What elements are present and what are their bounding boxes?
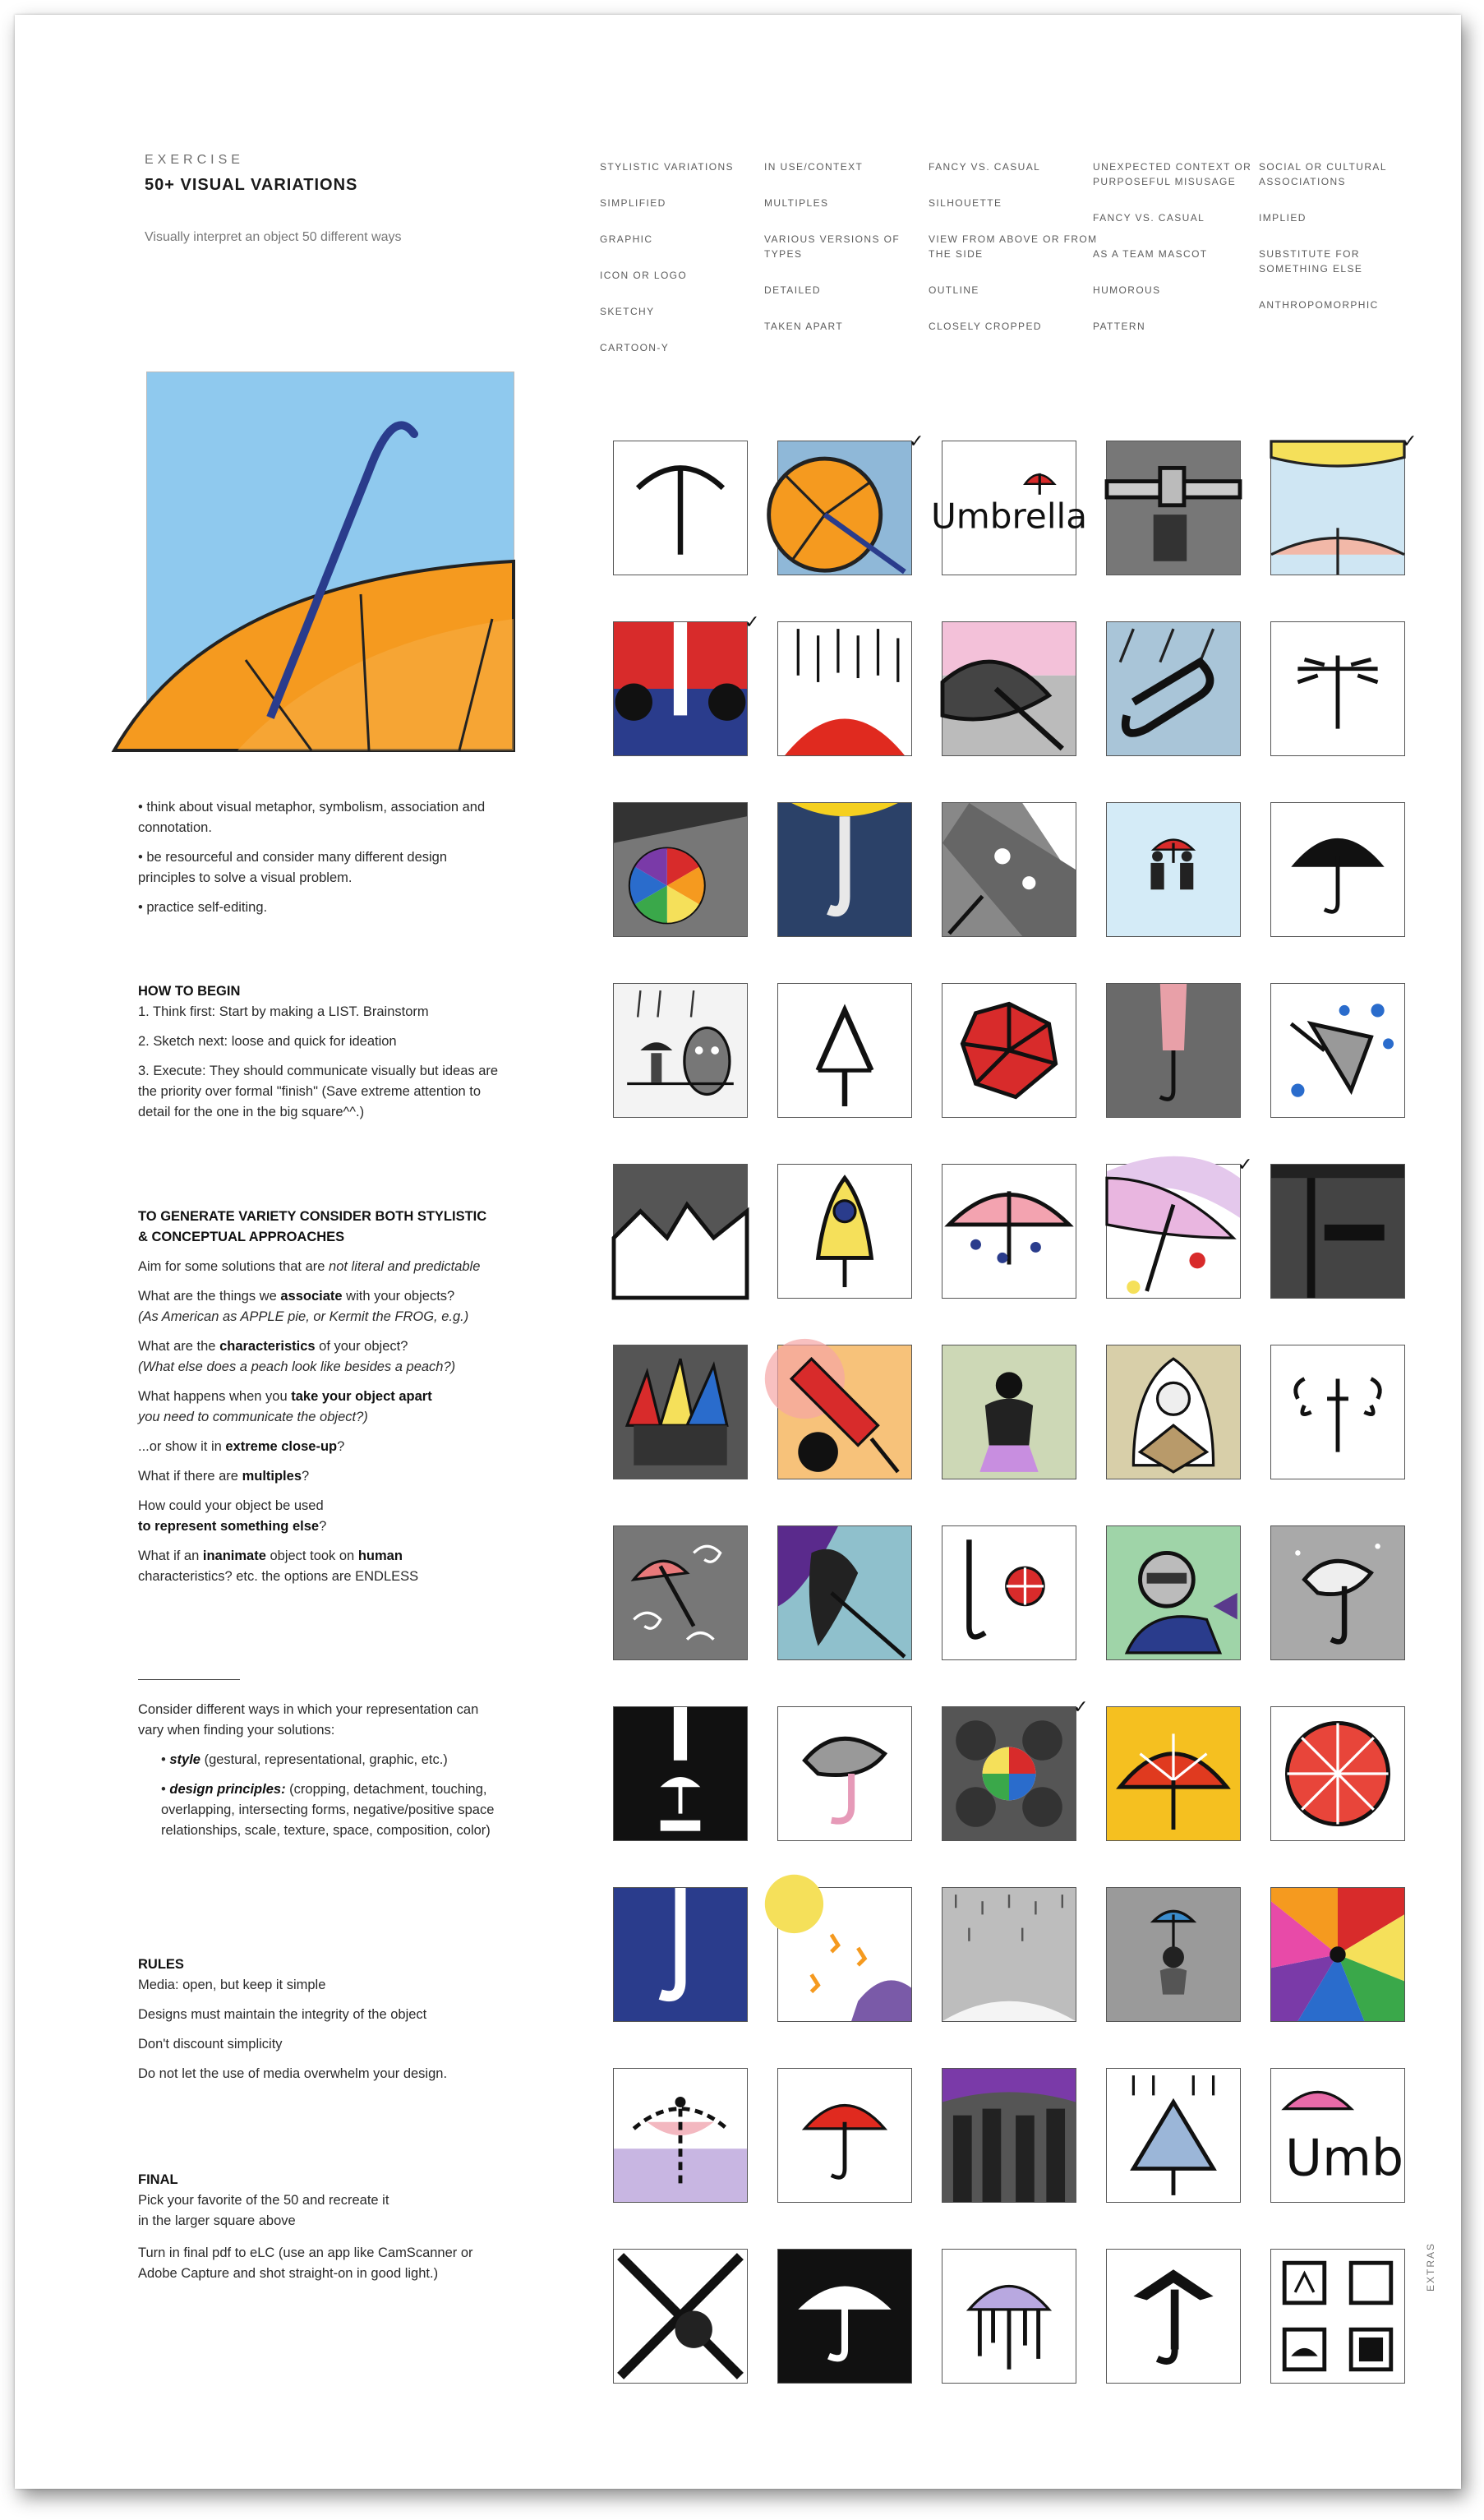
variation-tile — [1270, 2249, 1405, 2384]
variation-tile — [1106, 1525, 1241, 1660]
category-item: CLOSELY CROPPED — [929, 321, 1042, 332]
category-item: OUTLINE — [929, 284, 979, 296]
variety-line: What if there are multiples? — [138, 1469, 310, 1484]
rule-item: Don't discount simplicity — [138, 2037, 283, 2052]
variation-tile — [1270, 1164, 1405, 1299]
rule-item: Media: open, but keep it simple — [138, 1978, 326, 1992]
variation-tile — [942, 2068, 1076, 2203]
turn-in-text: Turn in final pdf to eLC (use an app like CamScanner or Adobe Capture and shot straight-on in good light.) — [138, 2245, 473, 2281]
principles-bullet: • design principles: (cropping, detachment, touching, overlapping, intersecting forms, negative/positive space relationships, scale, texture, space, composition, color) — [161, 1782, 495, 1838]
bullet-item: • be resourceful and consider many different design principles to solve a visual problem. — [138, 850, 448, 885]
variation-tile — [942, 983, 1076, 1118]
variation-tile — [777, 983, 912, 1118]
category-column-4 — [1093, 159, 1265, 355]
section-heading: TO GENERATE VARIETY CONSIDER BOTH STYLISTIC & CONCEPTUAL APPROACHES — [138, 1209, 487, 1244]
variation-tile — [1270, 983, 1405, 1118]
category-item: AS A TEAM MASCOT — [1093, 248, 1208, 260]
variation-tile — [613, 1887, 748, 2022]
exercise-kicker: EXERCISE — [145, 153, 244, 167]
rule-item: Do not let the use of media overwhelm your design. — [138, 2066, 448, 2081]
category-item: FANCY VS. CASUAL — [929, 161, 1041, 173]
variation-tile — [613, 441, 748, 575]
variation-tile — [1270, 1345, 1405, 1479]
variation-tile — [613, 1164, 748, 1299]
variation-tile — [942, 1887, 1076, 2022]
section-heading: RULES — [138, 1957, 184, 1972]
variation-tile — [1106, 802, 1241, 937]
final-section — [138, 2170, 500, 2293]
variation-tile — [942, 2249, 1076, 2384]
category-item: STYLISTIC VARIATIONS — [600, 161, 734, 173]
variation-tile — [930, 441, 1088, 575]
step-item: 2. Sketch next: loose and quick for ideation — [138, 1034, 397, 1049]
rules-section — [138, 1955, 500, 2093]
variation-tile — [1106, 441, 1241, 575]
worksheet-page — [15, 15, 1461, 2489]
selected-checkmark: ✓ — [744, 612, 760, 632]
category-item: SIMPLIFIED — [600, 197, 666, 209]
variation-tile — [1270, 802, 1405, 937]
variation-tile — [777, 1164, 912, 1299]
umb-word: Umb — [1285, 2128, 1404, 2188]
page-title: 50+ VISUAL VARIATIONS — [145, 176, 358, 194]
variation-tile — [942, 1345, 1076, 1479]
variation-tile — [1106, 983, 1241, 1118]
variation-tile — [1106, 2068, 1241, 2203]
how-to-begin-section — [138, 981, 500, 1132]
consider-section — [138, 1700, 500, 1850]
divider — [138, 1679, 240, 1680]
variation-tile — [777, 2249, 912, 2384]
umbrella-word: Umbrella — [930, 496, 1088, 537]
variety-line: Aim for some solutions that are not literal and predictable — [138, 1259, 481, 1274]
variation-tile — [777, 1706, 912, 1841]
variation-tile — [1270, 1525, 1405, 1660]
step-item: 3. Execute: They should communicate visually but ideas are the priority over formal "finish" (Save extreme attention to detail for the one in the big square^^.) — [138, 1064, 499, 1119]
variation-tile — [777, 1887, 912, 2022]
category-column-5 — [1259, 159, 1431, 334]
variation-tile — [777, 1525, 912, 1660]
selected-checkmark: ✓ — [1237, 1154, 1253, 1175]
category-item: IMPLIED — [1259, 212, 1307, 224]
style-bullet: • style (gestural, representational, graphic, etc.) — [161, 1752, 448, 1767]
section-heading: HOW TO BEGIN — [138, 984, 241, 999]
category-item: SOCIAL OR CULTURAL ASSOCIATIONS — [1259, 161, 1387, 187]
category-item: UNEXPECTED CONTEXT OR PURPOSEFUL MISUSAGE — [1093, 161, 1252, 187]
category-item: CARTOON-Y — [600, 342, 670, 353]
category-item: VARIOUS VERSIONS OF TYPES — [764, 233, 901, 260]
variation-tile — [613, 802, 748, 937]
variation-tile — [613, 1525, 748, 1660]
category-item: HUMOROUS — [1093, 284, 1161, 296]
variation-tile — [1270, 1887, 1405, 2022]
page-subtitle: Visually interpret an object 50 different ways — [145, 230, 402, 244]
variation-tile — [1106, 621, 1241, 756]
variation-tile — [1270, 621, 1405, 756]
variation-tile — [777, 441, 912, 575]
variety-line: How could your object be used to represent something else? — [138, 1498, 327, 1534]
category-item: DETAILED — [764, 284, 821, 296]
extras-label: EXTRAS — [1425, 2241, 1436, 2292]
variation-tile — [613, 1345, 748, 1479]
selected-checkmark: ✓ — [909, 431, 924, 451]
consider-text: Consider different ways in which your representation can vary when finding your solutions: — [138, 1702, 479, 1738]
selected-checkmark: ✓ — [1073, 1696, 1089, 1717]
category-item: SILHOUETTE — [929, 197, 1002, 209]
variation-tile — [1270, 441, 1405, 575]
variation-tile — [1106, 1164, 1241, 1299]
category-item: SKETCHY — [600, 306, 655, 317]
variation-tile — [1106, 1345, 1241, 1479]
category-item: FANCY VS. CASUAL — [1093, 212, 1205, 224]
variation-tile — [613, 983, 748, 1118]
category-item: SUBSTITUTE FOR SOMETHING ELSE — [1259, 248, 1363, 275]
variation-tile — [777, 802, 912, 937]
variation-tile — [777, 2068, 912, 2203]
step-item: 1. Think first: Start by making a LIST. Brainstorm — [138, 1004, 429, 1019]
variation-tile — [942, 802, 1076, 937]
variation-tile — [1270, 1706, 1405, 1841]
variation-tile — [1106, 1887, 1241, 2022]
category-item: VIEW FROM ABOVE OR FROM THE SIDE — [929, 233, 1098, 260]
variety-line: ...or show it in extreme close-up? — [138, 1439, 345, 1454]
section-heading: FINAL — [138, 2172, 178, 2187]
category-item: MULTIPLES — [764, 197, 829, 209]
final-line: in the larger square above — [138, 2213, 296, 2228]
category-column-1 — [600, 159, 772, 376]
variation-tile — [1106, 1706, 1241, 1841]
selected-checkmark: ✓ — [1402, 431, 1417, 451]
category-column-2 — [764, 159, 937, 355]
category-item: IN USE/CONTEXT — [764, 161, 864, 173]
variation-tile — [613, 2068, 748, 2203]
category-column-3 — [929, 159, 1101, 355]
final-line: Pick your favorite of the 50 and recreate it — [138, 2193, 389, 2208]
variation-tile — [613, 1706, 748, 1841]
variety-section — [138, 1207, 500, 1596]
variation-tile — [942, 621, 1076, 756]
variation-tile — [777, 1345, 912, 1479]
variation-tile — [613, 621, 748, 756]
bullet-item: • practice self-editing. — [138, 900, 268, 915]
rule-item: Designs must maintain the integrity of the object — [138, 2007, 427, 2022]
intro-bullets — [138, 797, 500, 927]
category-item: GRAPHIC — [600, 233, 653, 245]
category-item: ICON OR LOGO — [600, 270, 688, 281]
variation-tile — [942, 1706, 1076, 1841]
variety-line: What happens when you take your object apart you need to communicate the object?) — [138, 1389, 432, 1424]
category-item: TAKEN APART — [764, 321, 844, 332]
category-item: PATTERN — [1093, 321, 1146, 332]
variety-line: What if an inanimate object took on human characteristics? etc. the options are ENDLESS — [138, 1548, 419, 1584]
variation-tile — [942, 1525, 1076, 1660]
category-item: ANTHROPOMORPHIC — [1259, 299, 1379, 311]
variation-tile — [1270, 2068, 1405, 2203]
hero-umbrella-illustration — [146, 372, 514, 751]
variation-tile — [942, 1164, 1076, 1299]
variety-line: What are the characteristics of your object? (What else does a peach look like besides a peach?) — [138, 1339, 456, 1374]
variation-tile — [613, 2249, 748, 2384]
variation-tile — [777, 621, 912, 756]
variation-tile — [1106, 2249, 1241, 2384]
variety-line: What are the things we associate with your objects? (As American as APPLE pie, or Kermit the FROG, e.g.) — [138, 1289, 469, 1324]
bullet-item: • think about visual metaphor, symbolism, association and connotation. — [138, 800, 486, 835]
